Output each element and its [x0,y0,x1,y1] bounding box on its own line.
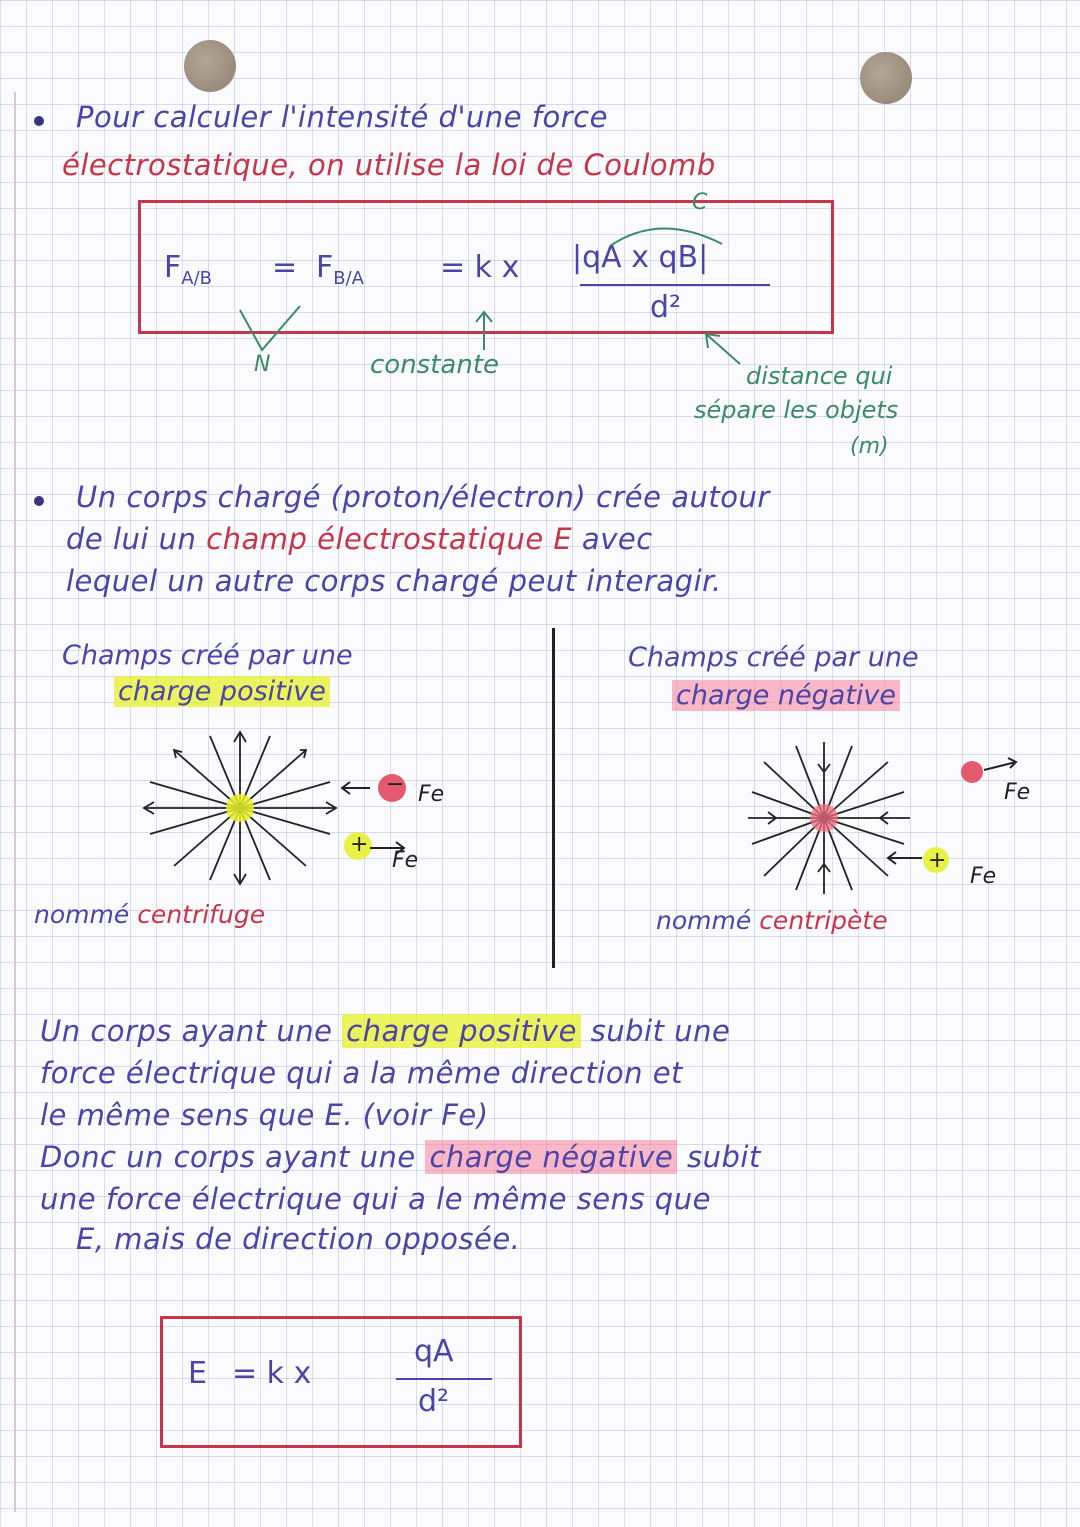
para3-line-4: Donc un corps ayant une charge négative subit [40,1140,761,1174]
intro-line-1: Pour calculer l'intensité d'une force [76,100,608,134]
annotation-n: N [254,352,271,377]
para3-line-5: une force électrique qui a le même sens que [40,1182,711,1216]
right-title-2: charge négative [672,680,900,711]
force-ab: $F_{A/B}$ [164,250,212,289]
left-named: nommé centrifuge [34,900,266,929]
field-numerator: qA [414,1334,454,1369]
field-formula-box [160,1316,522,1448]
field-lhs: E [188,1356,207,1391]
annotation-distance-2: sépare les objets [694,396,899,424]
left-plus-sign: + [350,832,369,857]
field-equals-k: = k x [232,1356,312,1391]
field-denominator: d² [418,1384,450,1419]
annotation-distance-3: (m) [850,434,889,459]
equals-k: = k x [440,250,520,285]
bullet [34,496,44,506]
left-minus-sign: − [386,772,405,797]
right-fe-top: Fe [1004,780,1031,805]
para3-line-3: le même sens que E. (voir Fe) [40,1098,489,1132]
formula-annotation-arrows [0,0,1080,480]
coulomb-denominator: d² [650,290,682,325]
right-title-1: Champs créé par une [628,642,919,673]
right-test-charges [900,750,1040,880]
left-fe-top: Fe [418,782,445,807]
panel-divider [552,628,555,968]
coulomb-numerator: |qA x qB| [572,240,709,275]
left-title-1: Champs créé par une [62,640,353,671]
para2-line-1: Un corps chargé (proton/électron) crée autour [76,480,770,514]
equals-1: = [272,250,298,285]
para3-line-6: E, mais de direction opposée. [76,1222,521,1256]
intro-line-2: électrostatique, on utilise la loi de Coulomb [62,148,716,182]
right-plus-sign: + [928,848,947,873]
field-fraction-bar [396,1378,492,1380]
para3-line-2: force électrique qui a la même direction et [40,1056,683,1090]
para2-line-3: lequel un autre corps chargé peut interagir. [66,564,722,598]
para3-line-1: Un corps ayant une charge positive subit une [40,1014,731,1048]
right-named: nommé centripète [656,906,888,935]
annotation-constante: constante [370,350,500,380]
annotation-distance-1: distance qui [746,362,893,390]
force-ba: $F_{B/A}$ [316,250,364,289]
left-fe-bottom: Fe [392,848,419,873]
left-title-2: charge positive [114,676,330,707]
para2-line-2: de lui un champ électrostatique E avec [66,522,653,556]
annotation-c: C [692,190,708,215]
right-fe-bottom: Fe [970,864,997,889]
